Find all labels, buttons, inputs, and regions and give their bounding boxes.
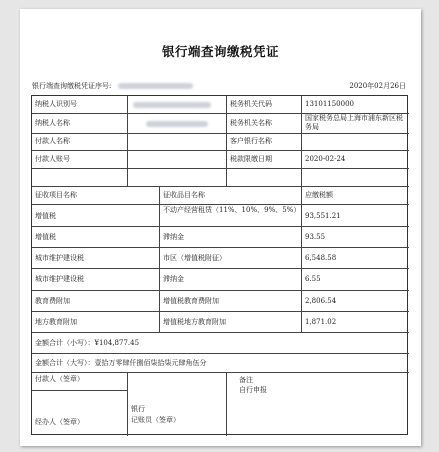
item-project: 城市维护建设税 — [35, 254, 84, 262]
item-project: 城市维护建设税 — [35, 275, 84, 283]
item-name: 市区（增值税附征） — [163, 254, 226, 262]
bank-label: 银行 — [131, 405, 145, 413]
payment-deadline-value: 2020-02-24 — [305, 155, 346, 163]
customer-bank-label: 客户银行名称 — [230, 137, 272, 145]
item-amount: 93,551.21 — [305, 212, 341, 220]
document-date: 2020年02月26日 — [349, 82, 406, 90]
col-amount-header: 应缴税额 — [305, 191, 333, 199]
item-amount: 6.55 — [305, 275, 321, 283]
redacted-serial-number — [118, 83, 193, 89]
payer-name-label: 付款人名称 — [35, 137, 70, 145]
serial-number-line — [32, 81, 193, 91]
item-project: 增值税 — [35, 233, 56, 241]
serial-number-label: 银行端查询缴税凭证序号: — [32, 82, 112, 90]
tax-voucher-sheet — [20, 9, 421, 446]
tax-office-code-label: 税务机关代码 — [230, 100, 272, 108]
redacted-taxpayer-name — [144, 120, 210, 129]
payer-signature-label: 付款人（签章） — [35, 375, 84, 383]
item-name: 增值税地方教育附加 — [163, 318, 226, 326]
item-amount: 1,871.02 — [305, 318, 337, 326]
total-amount-lower: 金额合计（小写）：¥104,877.45 — [35, 339, 140, 347]
remark-value: 自行申报 — [239, 386, 267, 394]
item-name: 不动产经营租赁（11%、10%、9%、5%） — [163, 206, 301, 214]
item-project: 增值税 — [35, 212, 56, 220]
total-amount-upper: 金额合计（大写）：壹拾万零肆仟捌佰柒拾柒元肆角伍分 — [35, 359, 207, 367]
redacted-taxpayer-id — [131, 101, 213, 110]
tax-office-name-value: 国家税务总局上海市浦东新区税务局 — [305, 114, 403, 131]
item-project: 地方教育附加 — [35, 318, 77, 326]
bank-clerk-signature-label: 记账员（签章） — [131, 416, 180, 424]
col-project-header: 征收项目名称 — [35, 191, 77, 199]
handler-signature-label: 经办人（签章） — [35, 418, 84, 426]
payer-account-label: 付款人账号 — [35, 155, 70, 163]
remark-label: 备注 — [239, 376, 253, 384]
item-name: 滞纳金 — [163, 275, 184, 283]
payment-deadline-label: 税款限缴日期 — [230, 155, 272, 163]
taxpayer-name-label: 纳税人名称 — [35, 119, 70, 127]
tax-office-code-value: 13101150000 — [305, 100, 354, 108]
document-title: 银行端查询缴税凭证 — [161, 44, 279, 59]
item-amount: 2,806.54 — [305, 297, 337, 305]
item-project: 教育费附加 — [35, 297, 70, 305]
col-item-header: 征收品目名称 — [163, 191, 205, 199]
tax-office-name-label: 税务机关名称 — [230, 119, 272, 127]
taxpayer-id-label: 纳税人识别号 — [35, 100, 77, 108]
item-amount: 93.55 — [305, 233, 326, 241]
voucher-table — [31, 95, 408, 435]
item-name: 增值税教育费附加 — [163, 297, 219, 305]
item-name: 滞纳金 — [163, 233, 184, 241]
item-amount: 6,548.58 — [305, 254, 337, 262]
